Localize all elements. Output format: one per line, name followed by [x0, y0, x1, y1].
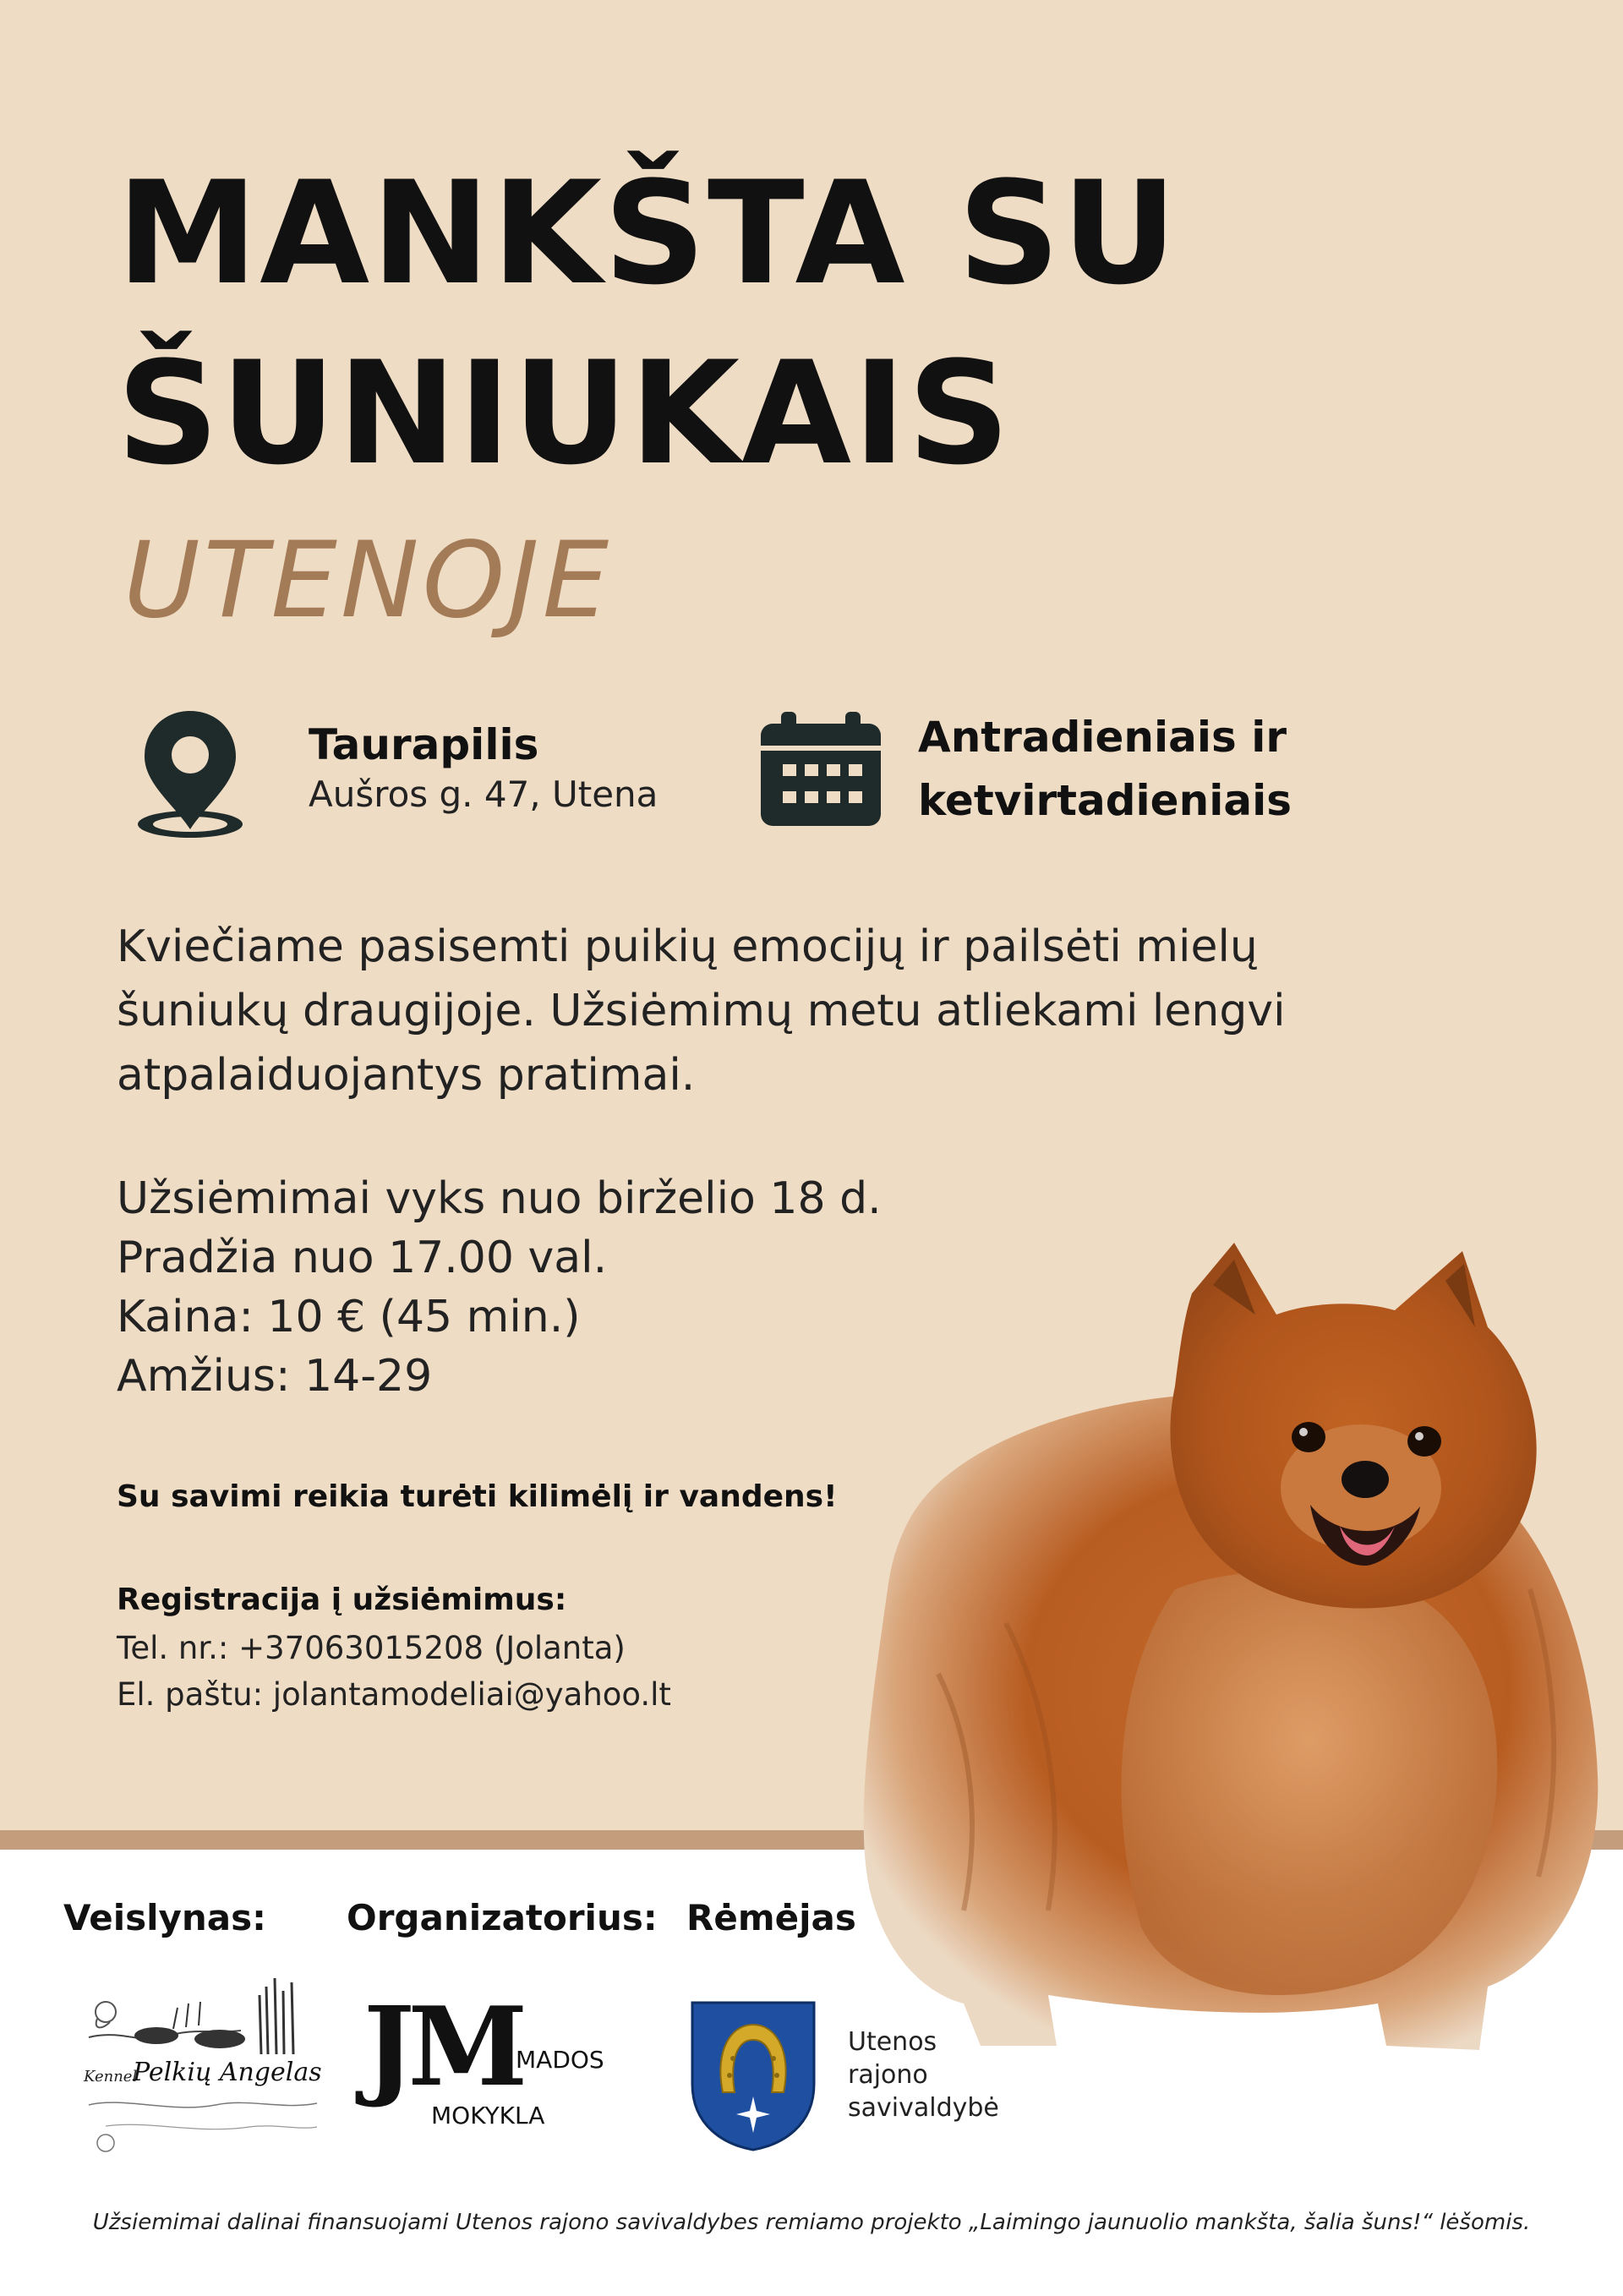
- jm-logo-bottom-text: MOKYKLA: [431, 2102, 545, 2129]
- organizer-heading: Organizatorius:: [347, 1897, 658, 1938]
- location-name: Taurapilis: [309, 720, 539, 769]
- kennel-heading: Veislynas:: [63, 1897, 266, 1938]
- detail-start-date: Užsiėmimai vyks nuo birželio 18 d.: [117, 1173, 882, 1224]
- kennel-logo: [72, 1970, 325, 2173]
- kennel-logo-name: Pelkių Angelas: [133, 2058, 322, 2087]
- registration-email: El. paštu: jolantamodeliai@yahoo.lt: [117, 1676, 671, 1713]
- municipality-name-line-2: rajono: [848, 2060, 928, 2090]
- registration-phone: Tel. nr.: +37063015208 (Jolanta): [117, 1630, 626, 1666]
- page-title-line-2: ŠUNIUKAIS: [117, 331, 1012, 496]
- kennel-logo-small: Kennel: [84, 2068, 138, 2086]
- pomeranian-dog-image: [837, 1234, 1623, 2063]
- schedule-line-1: Antradieniais ir: [918, 713, 1287, 762]
- utena-coat-of-arms-icon: [689, 1999, 817, 2153]
- schedule-line-2: ketvirtadieniais: [918, 776, 1292, 825]
- municipality-name-line-3: savivaldybė: [848, 2093, 999, 2123]
- municipality-name-line-1: Utenos: [848, 2027, 937, 2057]
- location-address: Aušros g. 47, Utena: [309, 774, 658, 815]
- jm-mados-mokykla-logo: [363, 1984, 617, 2129]
- supporter-heading: Rėmėjas: [686, 1897, 856, 1938]
- detail-age: Amžius: 14-29: [117, 1351, 433, 1402]
- page-title-line-1: MANKŠTA SU: [117, 150, 1179, 316]
- registration-heading: Registracija į užsiėmimus:: [117, 1583, 567, 1617]
- calendar-icon: [761, 712, 881, 826]
- reminder-text: Su savimi reikia turėti kilimėlį ir vandens!: [117, 1479, 838, 1514]
- detail-price: Kaina: 10 € (45 min.): [117, 1292, 581, 1342]
- jm-logo-top-text: MADOS: [516, 2046, 604, 2074]
- page-subtitle: UTENOJE: [123, 520, 613, 642]
- detail-start-time: Pradžia nuo 17.00 val.: [117, 1233, 608, 1283]
- description-paragraph: Kviečiame pasisemti puikių emocijų ir pailsėti mielų šuniukų draugijoje. Užsiėmimų metu atliekami lengvi atpalaiduojantys pratimai.: [117, 921, 1286, 1101]
- map-pin-icon: [131, 706, 249, 841]
- funding-footnote: Užsiemimai dalinai finansuojami Utenos rajono savivaldybes remiamo projekto „Laimingo jaunuolio mankšta, šalia šuns!“ lėšomis.: [92, 2210, 1531, 2235]
- jm-logo-letters: JM: [363, 1984, 522, 2111]
